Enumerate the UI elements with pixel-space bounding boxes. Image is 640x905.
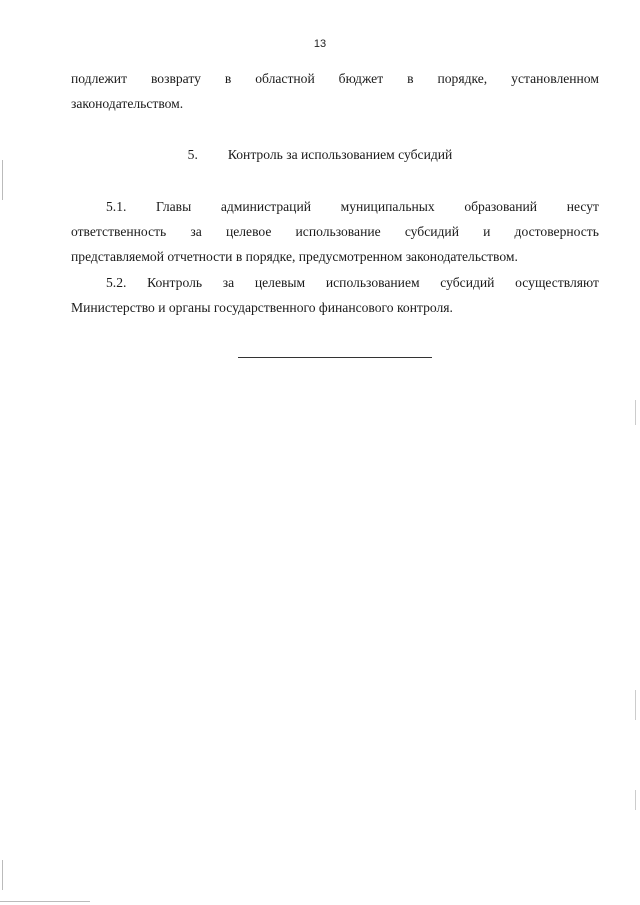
word: использование: [295, 224, 381, 239]
clause-5-2-line-1: [71, 270, 599, 295]
text-line: законодательством.: [71, 96, 184, 111]
scan-artifact: [635, 790, 636, 810]
scan-artifact: [635, 400, 636, 425]
word: за: [190, 224, 202, 239]
scan-artifact: [2, 860, 3, 890]
word: целевое: [225, 224, 272, 239]
word: порядке,: [437, 71, 488, 86]
section-number: 5.: [187, 147, 198, 162]
word: образований: [464, 199, 538, 214]
clause-5-1: [71, 194, 599, 269]
clause-5-1-line-3: [71, 244, 599, 269]
scan-artifact: [0, 901, 90, 902]
word: в: [224, 71, 232, 86]
word: несут: [566, 199, 599, 214]
continuation-paragraph: [71, 66, 599, 116]
word: областной: [255, 71, 315, 86]
word: ответственность: [71, 224, 167, 239]
continuation-line-1: [71, 66, 599, 91]
word: субсидий: [404, 224, 459, 239]
word: за: [222, 275, 235, 290]
word: возврату: [150, 71, 201, 86]
page-number: 13: [313, 38, 327, 50]
text-line: представляемой отчетности в порядке, предусмотренном законодательством.: [71, 249, 518, 264]
word: субсидий: [440, 275, 495, 290]
clause-5-1-line-1: [71, 194, 599, 219]
word: бюджет: [338, 71, 384, 86]
word: достоверность: [514, 224, 599, 239]
clause-5-1-line-2: [71, 219, 599, 244]
section-heading: [0, 142, 640, 167]
word: использованием: [325, 275, 420, 290]
word: осуществляют: [515, 275, 599, 290]
word: подлежит: [71, 71, 128, 86]
scan-artifact: [2, 160, 3, 200]
text-line: Министерство и органы государственного финансового контроля.: [71, 300, 453, 315]
clause-5-2-line-2: [71, 295, 599, 320]
end-of-text-rule: [238, 357, 432, 358]
word: и: [483, 224, 491, 239]
word: Контроль: [147, 275, 203, 290]
scan-artifact: [635, 690, 636, 720]
clause-number: 5.2.: [106, 275, 127, 290]
clause-5-2: [71, 270, 599, 320]
word: целевым: [254, 275, 306, 290]
word: администраций: [220, 199, 311, 214]
word: в: [407, 71, 414, 86]
section-title: Контроль за использованием субсидий: [227, 147, 453, 162]
word: установленном: [511, 71, 599, 86]
word: Главы: [156, 199, 192, 214]
continuation-line-2: [71, 91, 599, 116]
clause-number: 5.1.: [106, 199, 127, 214]
word: муниципальных: [340, 199, 435, 214]
